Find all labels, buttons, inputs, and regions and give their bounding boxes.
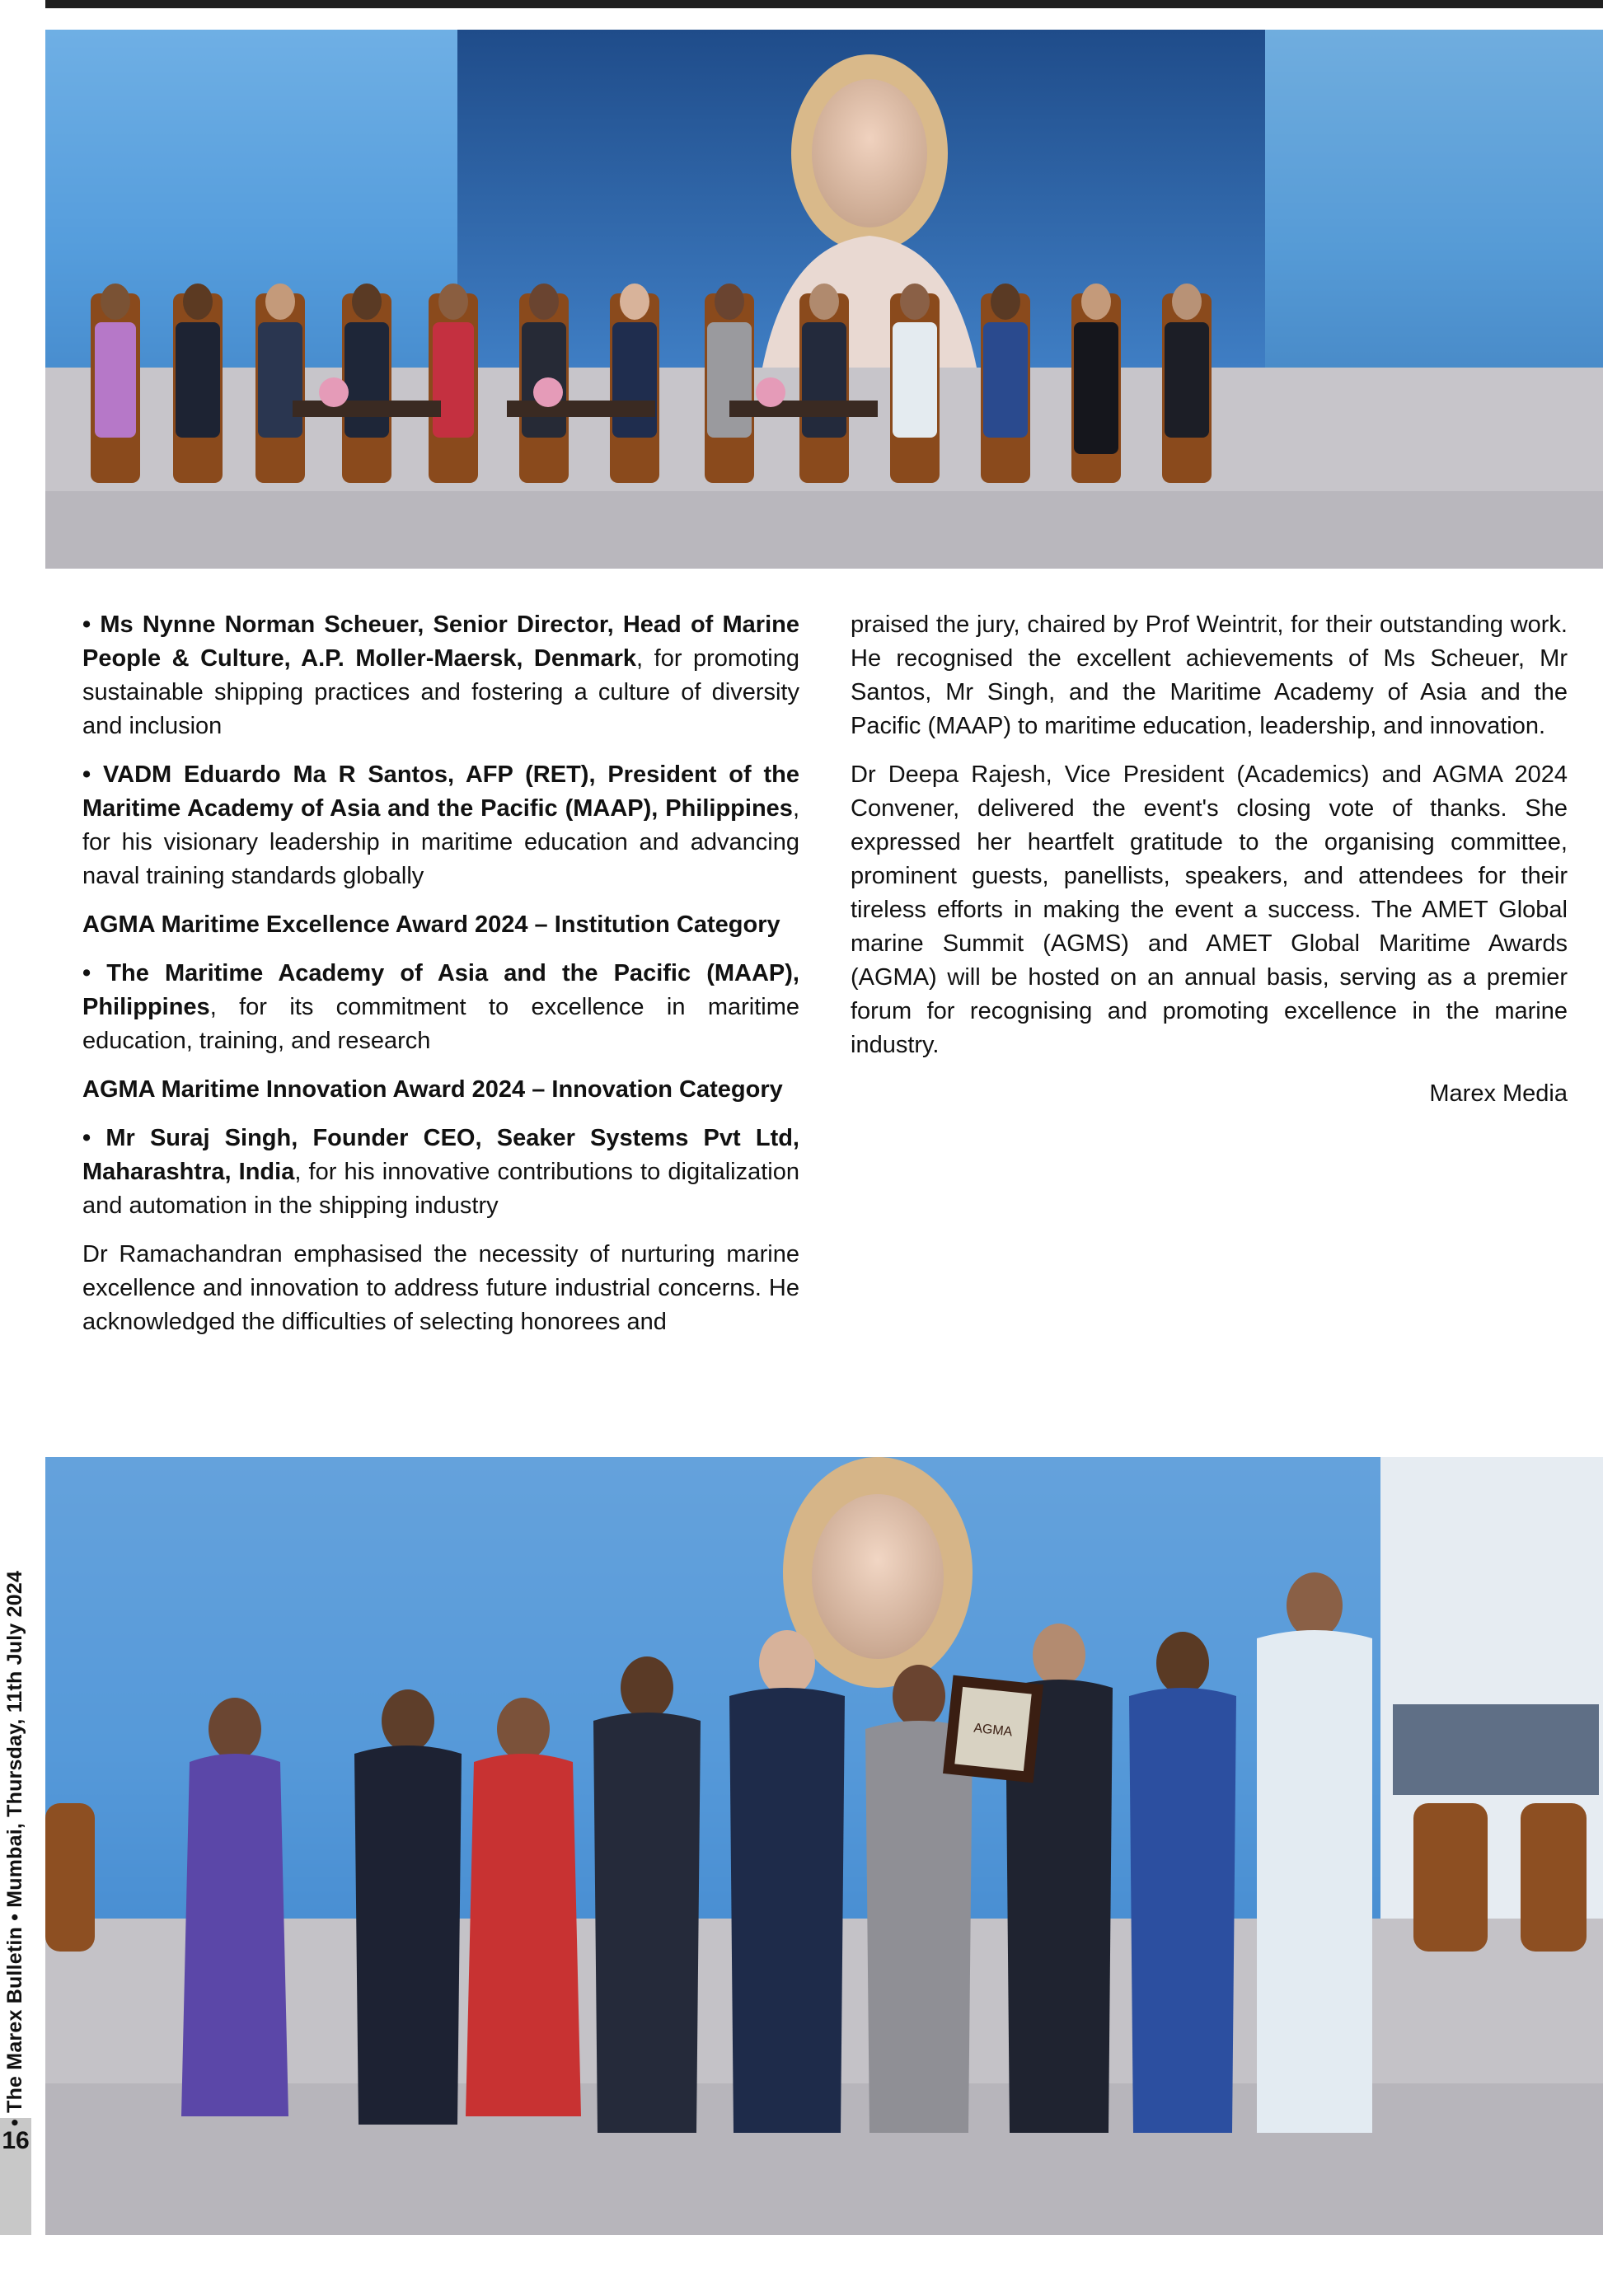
top-rule [45, 0, 1603, 8]
author-signoff: Marex Media [1429, 1080, 1568, 1107]
section-heading-institution: AGMA Maritime Excellence Award 2024 – Institution Category [82, 911, 780, 938]
award-recipient-singh: • Mr Suraj Singh, Founder CEO, Seaker Systems Pvt Ltd, Maharashtra, India [82, 1125, 799, 1185]
left-text-column [82, 608, 799, 1354]
award-citation-santos: , for his visionary leadership in maritime education and advancing naval training standards globally [82, 795, 799, 889]
svg-text:AGMA: AGMA [973, 1721, 1014, 1740]
award-plaque [943, 1675, 1043, 1783]
award-item-santos [82, 758, 799, 893]
screen-speaker-face [812, 79, 927, 227]
coffee-table-2 [507, 401, 655, 417]
body-paragraph-vote-of-thanks: Dr Deepa Rajesh, Vice President (Academics) and AGMA 2024 Convener, delivered the event's closing vote of thanks. She expressed her heartfelt gratitude to the organising committee, prominent guests, panellists, speakers, and attendees for their tireless efforts in making the event a success. The AMET Global marine Summit (AGMS) and AMET Global Maritime Awards (AGMA) will be hosted on an annual basis, serving as a premier forum for recognising and promoting excellence in the marine industry. [851, 761, 1568, 1058]
small-monitor [1393, 1704, 1599, 1795]
award-item-maap [82, 957, 799, 1058]
top-photo-panel-on-stage [45, 30, 1603, 569]
award-citation-singh: , for his innovative contributions to digitalization and automation in the shipping industry [82, 1159, 799, 1219]
award-item-scheuer [82, 608, 799, 743]
top-photo-illustration [45, 30, 1603, 569]
bottom-photo-award-presentation [45, 1457, 1603, 2235]
right-side-screen [1265, 30, 1603, 368]
right-text-column [851, 608, 1568, 1135]
award-item-singh [82, 1122, 799, 1223]
running-footer: • The Marex Bulletin • Mumbai, Thursday, 11th July 2024 [3, 1570, 26, 2126]
page-number: 16 [2, 2127, 30, 2154]
body-paragraph-jury: praised the jury, chaired by Prof Weintrit, for their outstanding work. He recognised the excellent achievements of Ms Scheuer, Mr Santos, Mr Singh, and the Maritime Academy of Asia and the Pacific (MAAP) to maritime education, leadership, and innovation. [851, 611, 1568, 739]
coffee-table-1 [293, 401, 441, 417]
award-citation-maap: , for its commitment to excellence in maritime education, training, and research [82, 994, 799, 1054]
bottom-photo-illustration [45, 1457, 1603, 2235]
award-recipient-maap: • The Maritime Academy of Asia and the Pacific (MAAP), Philippines [82, 960, 799, 1020]
screen-speaker-face [812, 1494, 944, 1659]
section-heading-innovation: AGMA Maritime Innovation Award 2024 – Innovation Category [82, 1076, 783, 1103]
award-citation-scheuer: , for promoting sustainable shipping practices and fostering a culture of diversity and inclusion [82, 645, 799, 739]
award-recipient-santos: • VADM Eduardo Ma R Santos, AFP (RET), President of the Maritime Academy of Asia and the Pacific (MAAP), Philippines [82, 761, 799, 822]
body-paragraph-ramachandran: Dr Ramachandran emphasised the necessity of nurturing marine excellence and innovation to address future industrial concerns. He acknowledged the difficulties of selecting honorees and [82, 1241, 799, 1335]
award-recipient-scheuer: • Ms Nynne Norman Scheuer, Senior Director, Head of Marine People & Culture, A.P. Moller-Maersk, Denmark [82, 611, 799, 672]
coffee-table-3 [729, 401, 878, 417]
